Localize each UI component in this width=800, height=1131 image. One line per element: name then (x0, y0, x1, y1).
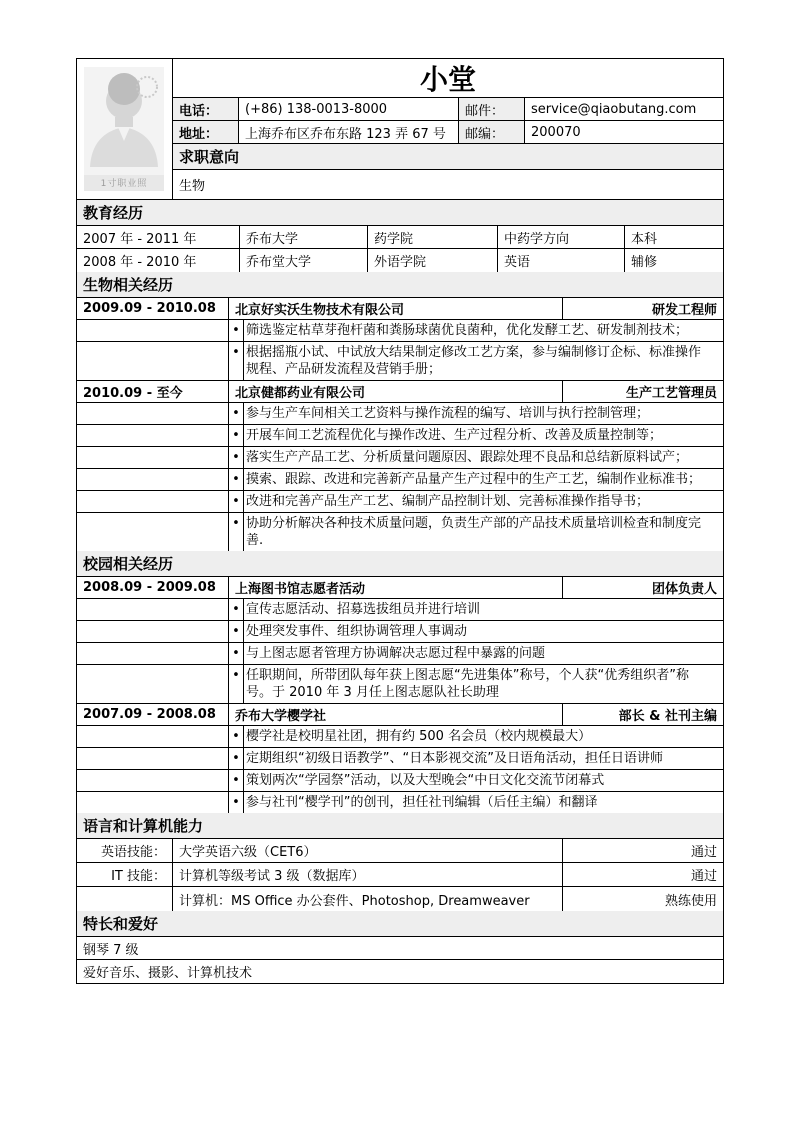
bullet-spacer (77, 425, 229, 446)
bullet-text: 策划两次“学园祭”活动，以及大型晚会“中日文化交流节闭幕式 (243, 770, 723, 791)
skill-label (77, 887, 173, 911)
bullet-spacer (77, 665, 229, 703)
bullet-spacer (77, 621, 229, 642)
objective-value-row (173, 170, 723, 199)
bullet-text: 与上图志愿者管理方协调解决志愿过程中暴露的问题 (243, 643, 723, 664)
experience-period: 2010.09 - 至今 (77, 381, 229, 402)
hobby-row (77, 960, 723, 983)
bullet-spacer (77, 491, 229, 512)
experience-organization: 北京健都药业有限公司 (229, 381, 563, 402)
experience-period: 2007.09 - 2008.08 (77, 704, 229, 725)
bullet-spacer (77, 320, 229, 341)
bullet-spacer (77, 770, 229, 791)
education-heading-row (77, 200, 723, 226)
address-value: 上海乔布区乔布东路 123 弄 67 号 (239, 121, 459, 143)
skill-level: 通过 (690, 869, 717, 884)
bullet-text: 筛选鉴定枯草芽孢杆菌和粪肠球菌优良菌种，优化发酵工艺、研发制剂技术； (243, 320, 723, 341)
bullet-icon: • (232, 494, 240, 509)
bullet-row (77, 748, 723, 770)
bullet-icon: • (232, 323, 240, 338)
experience-role: 研发工程师 (651, 303, 717, 318)
zip-value: 200070 (531, 124, 581, 140)
bullet-text: 根据摇瓶小试、中试放大结果制定修改工艺方案，参与编制修订企标、标准操作规程、产品研发流程及营销手册； (243, 342, 723, 380)
skill-description: 大学英语六级（CET6） (173, 839, 563, 862)
bullet-text: 处理突发事件、组织协调管理人事调动 (243, 621, 723, 642)
bullet-spacer (77, 513, 229, 551)
bullet-icon: • (232, 602, 240, 617)
skill-level: 通过 (690, 845, 717, 860)
bullet-icon: • (232, 406, 240, 421)
bullet-row (77, 643, 723, 665)
campus-heading-row (77, 551, 723, 577)
bullet-row (77, 342, 723, 381)
bullet-text: 樱学社是校明星社团，拥有约 500 名会员（校内规模最大） (243, 726, 723, 747)
bullet-icon: • (232, 751, 240, 766)
experience-header-row (77, 577, 723, 599)
bullet-row (77, 599, 723, 621)
bullet-row (77, 513, 723, 551)
skill-level: 熟练使用 (664, 893, 717, 909)
objective-heading: 求职意向 (179, 148, 240, 166)
experience-header-row (77, 381, 723, 403)
bullet-row (77, 621, 723, 643)
bullet-row (77, 770, 723, 792)
bullet-spacer (77, 469, 229, 490)
bullet-text: 开展车间工艺流程优化与操作改进、生产过程分析、改善及质量控制等； (243, 425, 723, 446)
email-label: 邮件： (459, 98, 525, 120)
education-period: 2008 年 - 2010 年 (77, 249, 240, 272)
education-row (77, 249, 723, 272)
bullet-spacer (77, 726, 229, 747)
education-degree: 本科 (631, 231, 658, 247)
bullet-spacer (77, 403, 229, 424)
experience-organization: 乔布大学樱学社 (229, 704, 563, 725)
bullet-spacer (77, 792, 229, 813)
phone-label: 电话： (173, 98, 239, 120)
address-label: 地址： (173, 121, 239, 143)
education-row (77, 226, 723, 249)
hobby-row (77, 937, 723, 960)
bullet-row (77, 665, 723, 704)
bullet-icon: • (232, 428, 240, 443)
hobbies-heading: 特长和爱好 (83, 915, 159, 933)
education-heading: 教育经历 (83, 204, 144, 222)
skill-row (77, 887, 723, 911)
bullet-row (77, 447, 723, 469)
experience-role: 生产工艺管理员 (625, 386, 717, 401)
objective-heading-row (173, 144, 723, 170)
bullet-spacer (77, 599, 229, 620)
education-period: 2007 年 - 2011 年 (77, 226, 240, 248)
bullet-spacer (77, 342, 229, 380)
bullet-row (77, 792, 723, 813)
bullet-row (77, 320, 723, 342)
education-college: 外语学院 (368, 249, 498, 272)
zip-label: 邮编： (459, 121, 525, 143)
photo-caption: 1寸职业照 (100, 179, 148, 189)
objective-value: 生物 (179, 179, 206, 194)
bullet-icon: • (232, 773, 240, 788)
resume-table (76, 58, 724, 984)
bullet-row (77, 425, 723, 447)
hobby-item: 钢琴 7 级 (83, 942, 139, 958)
experience-role: 团体负责人 (651, 582, 717, 597)
experience-organization: 北京好实沃生物技术有限公司 (229, 298, 563, 319)
bullet-icon: • (232, 795, 240, 810)
experience-header-row (77, 298, 723, 320)
education-major: 中药学方向 (498, 226, 625, 248)
skill-label: IT 技能： (77, 863, 173, 886)
bullet-text: 摸索、跟踪、改进和完善新产品量产生产过程中的生产工艺，编制作业标准书； (243, 469, 723, 490)
bullet-icon: • (232, 646, 240, 661)
bullet-spacer (77, 748, 229, 769)
experience-period: 2009.09 - 2010.08 (77, 298, 229, 319)
bullet-text: 参与社刊“樱学刊”的创刊，担任社刊编辑（后任主编）和翻译 (243, 792, 723, 813)
campus-experience-heading: 校园相关经历 (83, 555, 174, 573)
candidate-name: 小堂 (173, 59, 723, 98)
bullet-icon: • (232, 729, 240, 744)
bullet-spacer (77, 643, 229, 664)
bullet-icon: • (232, 668, 240, 683)
skill-label: 英语技能： (77, 839, 173, 862)
bullet-row (77, 403, 723, 425)
person-silhouette-icon (84, 67, 164, 191)
experience-organization: 上海图书馆志愿者活动 (229, 577, 563, 598)
skill-row (77, 839, 723, 863)
profile-photo (84, 67, 164, 191)
bullet-icon: • (232, 624, 240, 639)
bio-experience-heading: 生物相关经历 (83, 276, 174, 294)
bio-heading-row (77, 272, 723, 298)
bullet-icon: • (232, 450, 240, 465)
experience-header-row (77, 704, 723, 726)
education-major: 英语 (498, 249, 625, 272)
experience-period: 2008.09 - 2009.08 (77, 577, 229, 598)
contact-row-2 (173, 121, 723, 144)
bullet-row (77, 726, 723, 748)
education-college: 药学院 (368, 226, 498, 248)
resume-header (77, 59, 723, 200)
bullet-icon: • (232, 516, 240, 531)
bullet-text: 落实生产产品工艺、分析质量问题原因、跟踪处理不良品和总结新原料试产； (243, 447, 723, 468)
skills-heading-row (77, 813, 723, 839)
email-value: service@qiaobutang.com (531, 101, 697, 117)
education-school: 乔布大学 (240, 226, 368, 248)
phone-value: (+86) 138-0013-8000 (239, 98, 459, 120)
education-school: 乔布堂大学 (240, 249, 368, 272)
bullet-icon: • (232, 345, 240, 360)
hobbies-heading-row (77, 911, 723, 937)
bullet-spacer (77, 447, 229, 468)
bullet-text: 协助分析解决各种技术质量问题，负责生产部的产品技术质量培训检查和制度完善. (243, 513, 723, 551)
bullet-text: 任职期间，所带团队每年获上图志愿“先进集体”称号，个人获“优秀组织者”称号。于 2010 年 3 月任上图志愿队社长助理 (243, 665, 723, 703)
bullet-icon: • (232, 472, 240, 487)
experience-role: 部长 & 社刊主编 (618, 709, 717, 724)
bullet-text: 定期组织“初级日语教学”、“日本影视交流”及日语角活动，担任日语讲师 (243, 748, 723, 769)
bullet-text: 宣传志愿活动、招募选拔组员并进行培训 (243, 599, 723, 620)
skill-description: 计算机等级考试 3 级（数据库） (173, 863, 563, 886)
skill-row (77, 863, 723, 887)
skills-heading: 语言和计算机能力 (83, 817, 204, 835)
photo-cell (77, 59, 173, 199)
education-degree: 辅修 (631, 255, 658, 270)
bullet-row (77, 469, 723, 491)
contact-row-1 (173, 98, 723, 121)
skill-description: 计算机：MS Office 办公套件、Photoshop, Dreamweaver (173, 887, 563, 911)
bullet-text: 改进和完善产品生产工艺、编制产品控制计划、完善标准操作指导书； (243, 491, 723, 512)
hobby-item: 爱好音乐、摄影、计算机技术 (83, 966, 253, 981)
bullet-text: 参与生产车间相关工艺资料与操作流程的编写、培训与执行控制管理； (243, 403, 723, 424)
bullet-row (77, 491, 723, 513)
